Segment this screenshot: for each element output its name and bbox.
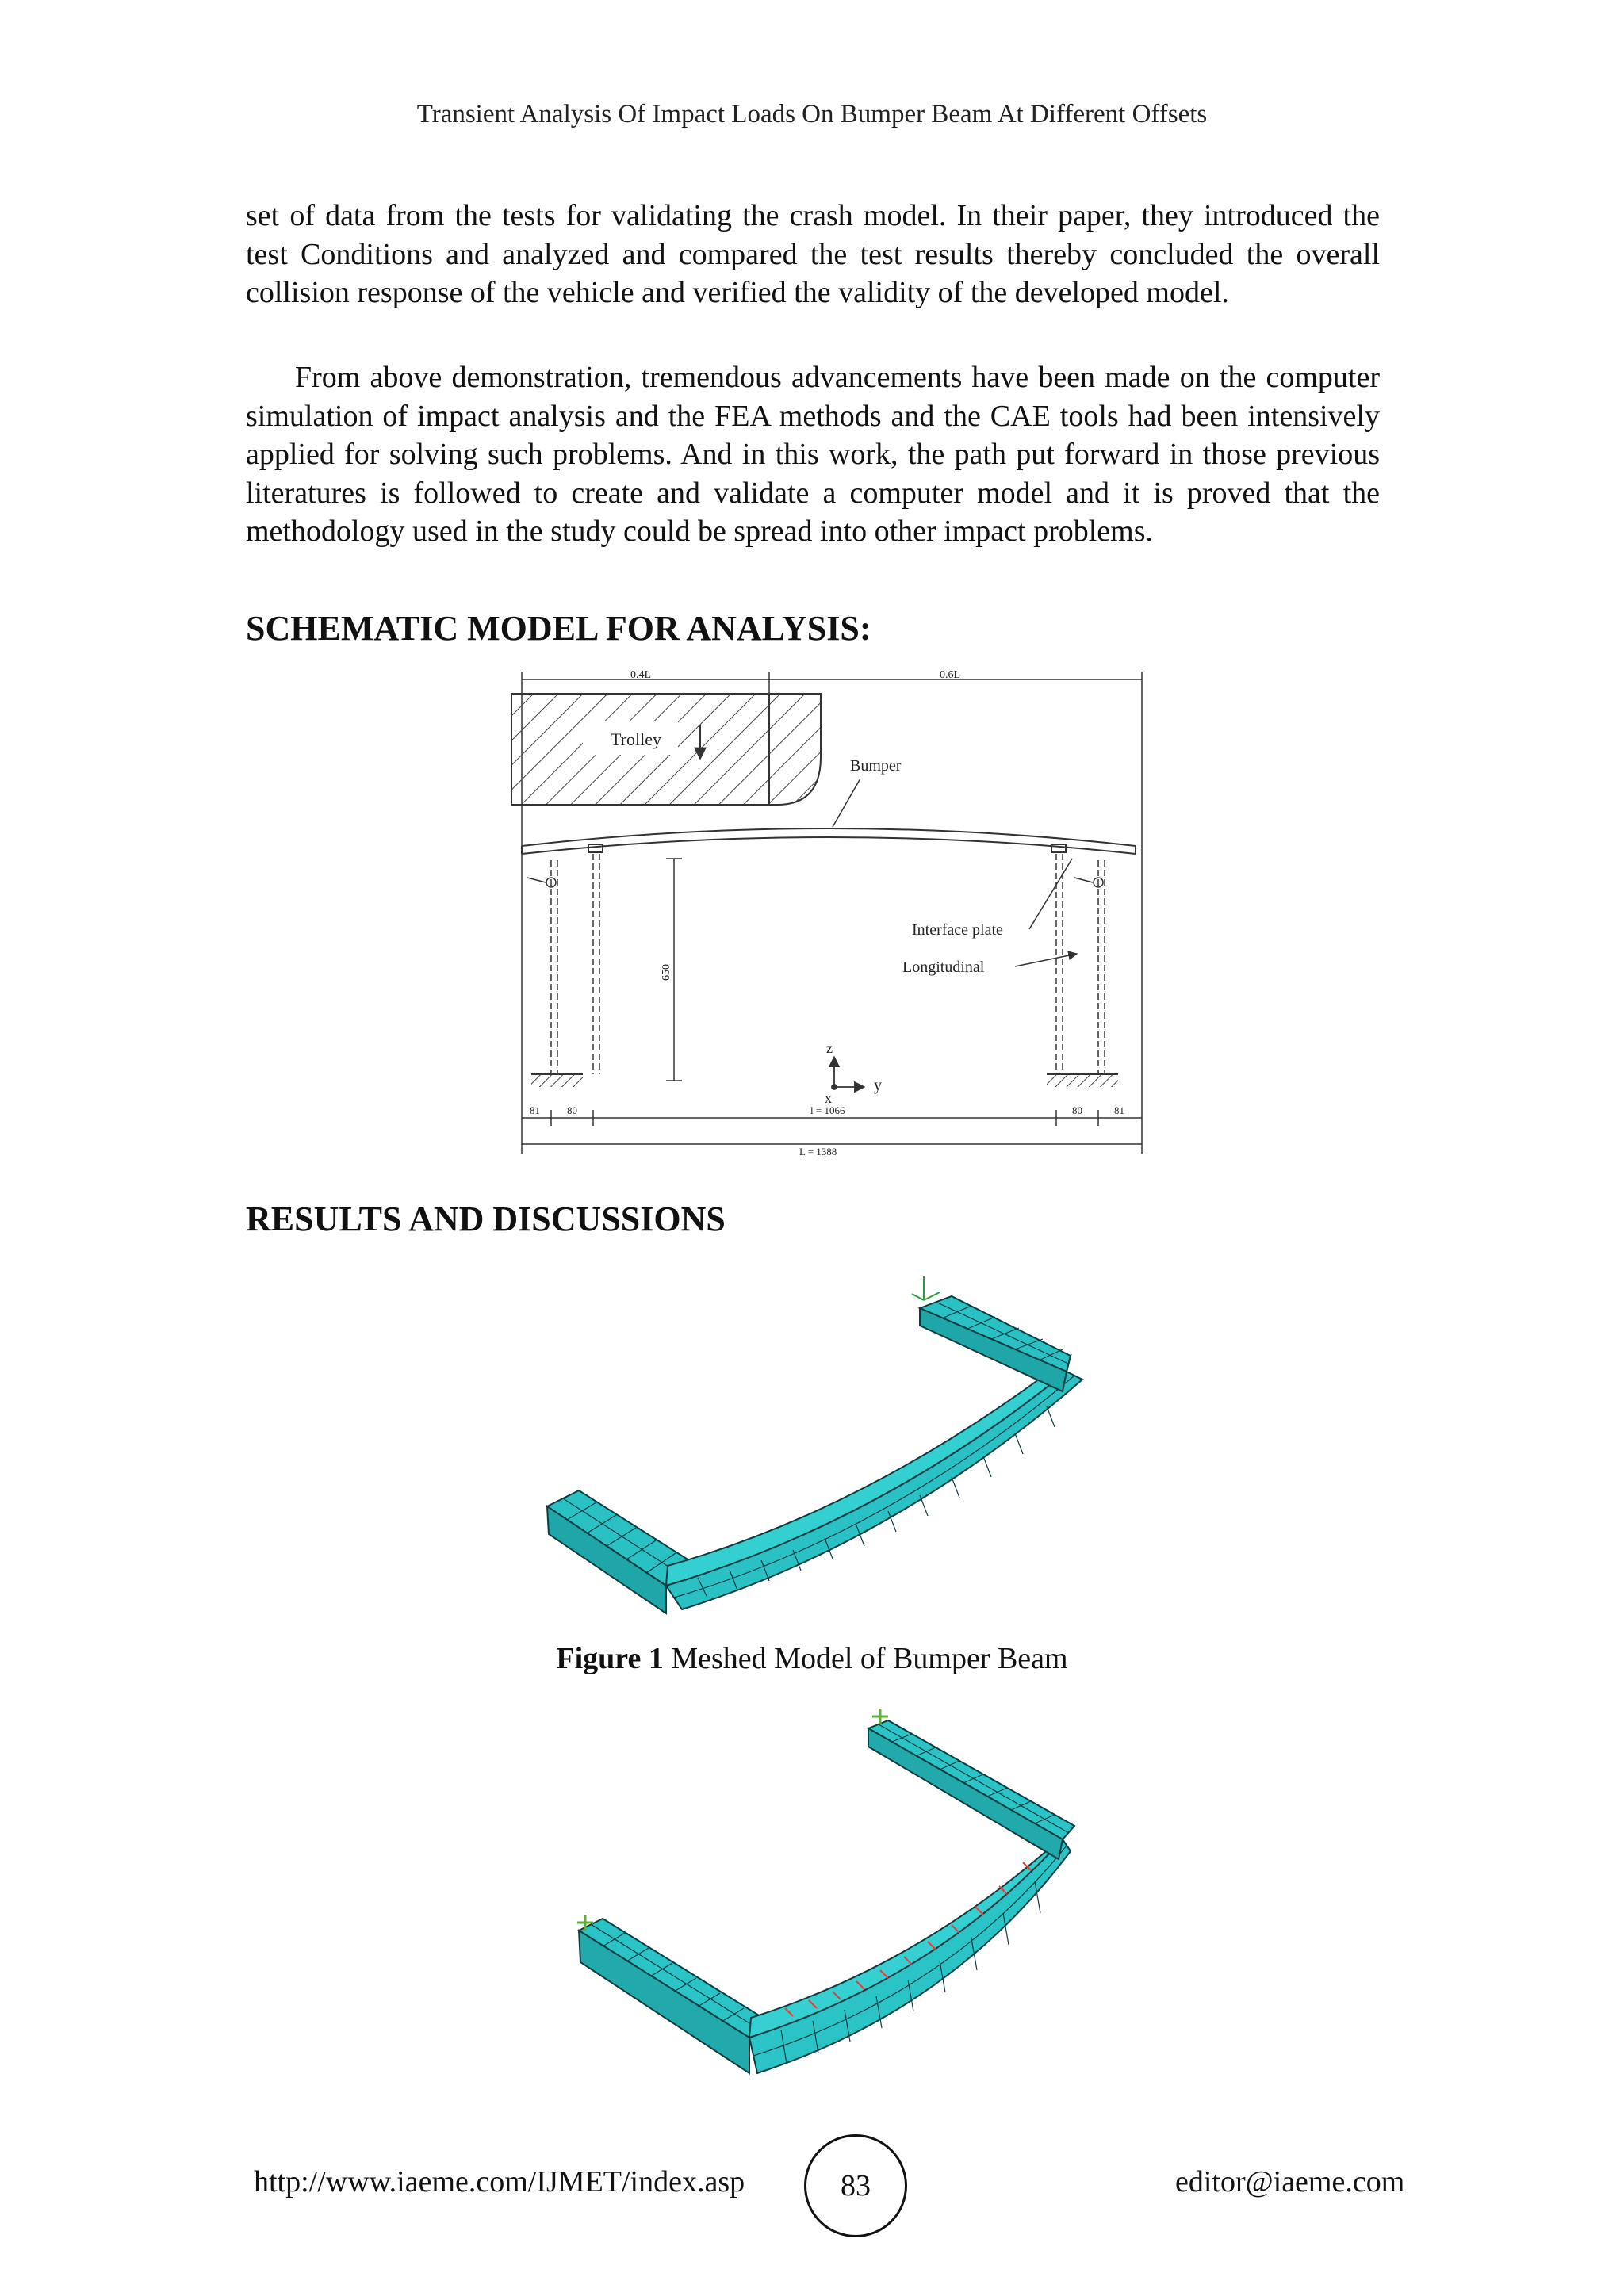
trolley-label: Trolley [611, 729, 661, 749]
running-title: Transient Analysis Of Impact Loads On Bumper Beam At Different Offsets [416, 100, 1208, 128]
left-ground [531, 1074, 583, 1087]
interface-plate-label: Interface plate [912, 921, 1003, 939]
schematic-diagram [508, 670, 1150, 1165]
mesh-right-rail [920, 1296, 1071, 1391]
paragraph-2: From above demonstration, tremendous advancements have been made on the computer simulation of impact analysis and the FEA methods and the CAE tools had been intensively applied for solving such problems. And in this work, the path put forward in those previous literatures is followed to create and validate a computer model and it is proved that the methodology used in the study could be spread into other impact problems. [246, 361, 1380, 548]
bumper-label: Bumper [850, 757, 902, 775]
longitudinal-label: Longitudinal [902, 959, 985, 976]
mesh-bumper-beam [666, 1356, 1082, 1609]
footer-email[interactable]: editor@iaeme.com [1175, 2165, 1405, 2198]
mesh-bumper-beam [749, 1826, 1074, 2073]
mesh-left-rail [579, 1919, 769, 2073]
heading-schematic: SCHEMATIC MODEL FOR ANALYSIS: [246, 609, 871, 648]
dim-80-right: 80 [1072, 1104, 1082, 1116]
left-supports [527, 844, 603, 1074]
coordinate-triad-icon [912, 1276, 940, 1300]
dim-81-left: 81 [530, 1104, 540, 1116]
figure-1-caption-text: Meshed Model of Bumper Beam [663, 1642, 1068, 1675]
mesh-right-rail [868, 1720, 1074, 1859]
longitudinal-leader [1015, 954, 1077, 966]
axis-y-label: y [874, 1077, 882, 1094]
dim-total: L = 1388 [799, 1146, 837, 1158]
figure-2-mesh [555, 1693, 1094, 2089]
page-number: 83 [804, 2134, 907, 2237]
bumper-beam [522, 828, 1136, 854]
bumper-leader [833, 779, 860, 827]
dim-right-label: 0.6L [940, 670, 961, 681]
dim-inner: l = 1066 [810, 1104, 845, 1116]
right-ground [1047, 1074, 1118, 1087]
axis-x-label: x [825, 1090, 832, 1106]
axis-z-label: z [826, 1040, 833, 1056]
dim-80-left: 80 [567, 1104, 577, 1116]
footer-url[interactable]: http://www.iaeme.com/IJMET/index.asp [254, 2165, 745, 2198]
interface-plate-leader [1029, 859, 1072, 929]
figure-1-caption [0, 1641, 1624, 1676]
dim-81-right: 81 [1114, 1104, 1124, 1116]
figure-1-caption-label: Figure 1 [556, 1642, 664, 1675]
figure-1-mesh [539, 1261, 1110, 1617]
paragraph-1: set of data from the tests for validating the crash model. In their paper, they introduced the test Conditions and analyzed and compared the test results thereby concluded the overall collision response of the vehicle and verified the validity of the developed model. [246, 199, 1380, 309]
axis-triad [832, 1057, 864, 1089]
trolley-block [511, 694, 821, 805]
heading-results: RESULTS AND DISCUSSIONS [246, 1200, 726, 1238]
height-label: 650 [661, 964, 672, 981]
constraint-icon [577, 1709, 888, 1931]
dim-left-label: 0.4L [630, 670, 652, 681]
